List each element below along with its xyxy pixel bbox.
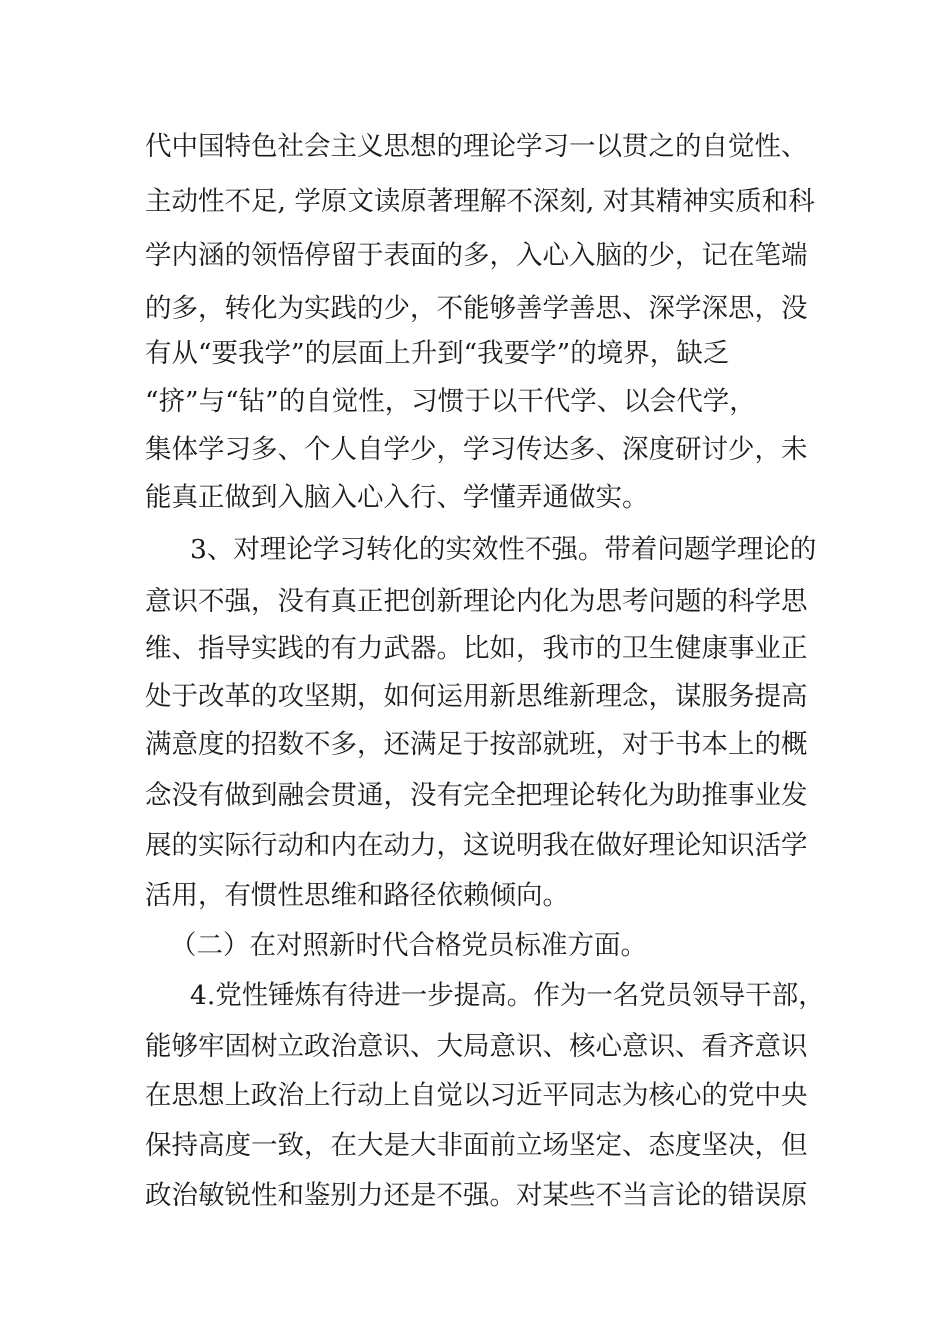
text-line: 保持高度一致，在大是大非面前立场坚定、态度坚决，但 [145, 1130, 808, 1161]
text-line: 主动性不足, 学原文读原著理解不深刻, 对其精神实质和科 [145, 186, 815, 217]
text-line: 集体学习多、个人自学少，学习传达多、深度研讨少，未 [145, 434, 808, 465]
text-line: 维、指导实践的有力武器。比如，我市的卫生健康事业正 [145, 633, 808, 664]
text-line: 代中国特色社会主义思想的理论学习一以贯之的自觉性、 [145, 131, 808, 162]
text-line: 意识不强，没有真正把创新理论内化为思考问题的科学思 [145, 586, 808, 617]
text-line: 能够牢固树立政治意识、大局意识、核心意识、看齐意识 [145, 1031, 808, 1062]
text-line: 活用，有惯性思维和路径依赖倾向。 [145, 880, 569, 911]
section-heading-4: 4.党性锤炼有待进一步提高。作为一名党员领导干部， [190, 980, 825, 1011]
section-heading-3: 3、对理论学习转化的实效性不强。带着问题学理论的 [190, 534, 817, 565]
text-line: 在思想上政治上行动上自觉以习近平同志为核心的党中央 [145, 1080, 808, 1111]
text-line: 能真正做到入脑入心入行、学懂弄通做实。 [145, 482, 649, 513]
text-line: 学内涵的领悟停留于表面的多，入心入脑的少，记在笔端 [145, 240, 808, 271]
text-line: 政治敏锐性和鉴别力还是不强。对某些不当言论的错误原 [145, 1180, 808, 1211]
text-line: 处于改革的攻坚期，如何运用新思维新理念，谋服务提高 [145, 681, 808, 712]
text-line: 满意度的招数不多，还满足于按部就班，对于书本上的概 [145, 729, 808, 760]
text-line: 的多，转化为实践的少，不能够善学善思、深学深思，没 [145, 293, 808, 324]
text-line: “挤”与“钻”的自觉性，习惯于以干代学、以会代学， [145, 386, 756, 417]
section-heading-2: （二）在对照新时代合格党员标准方面。 [170, 930, 647, 961]
text-line: 有从“要我学”的层面上升到“我要学”的境界，缺乏 [145, 338, 730, 369]
text-line: 念没有做到融会贯通，没有完全把理论转化为助推事业发 [145, 780, 808, 811]
text-line: 展的实际行动和内在动力，这说明我在做好理论知识活学 [145, 830, 808, 861]
